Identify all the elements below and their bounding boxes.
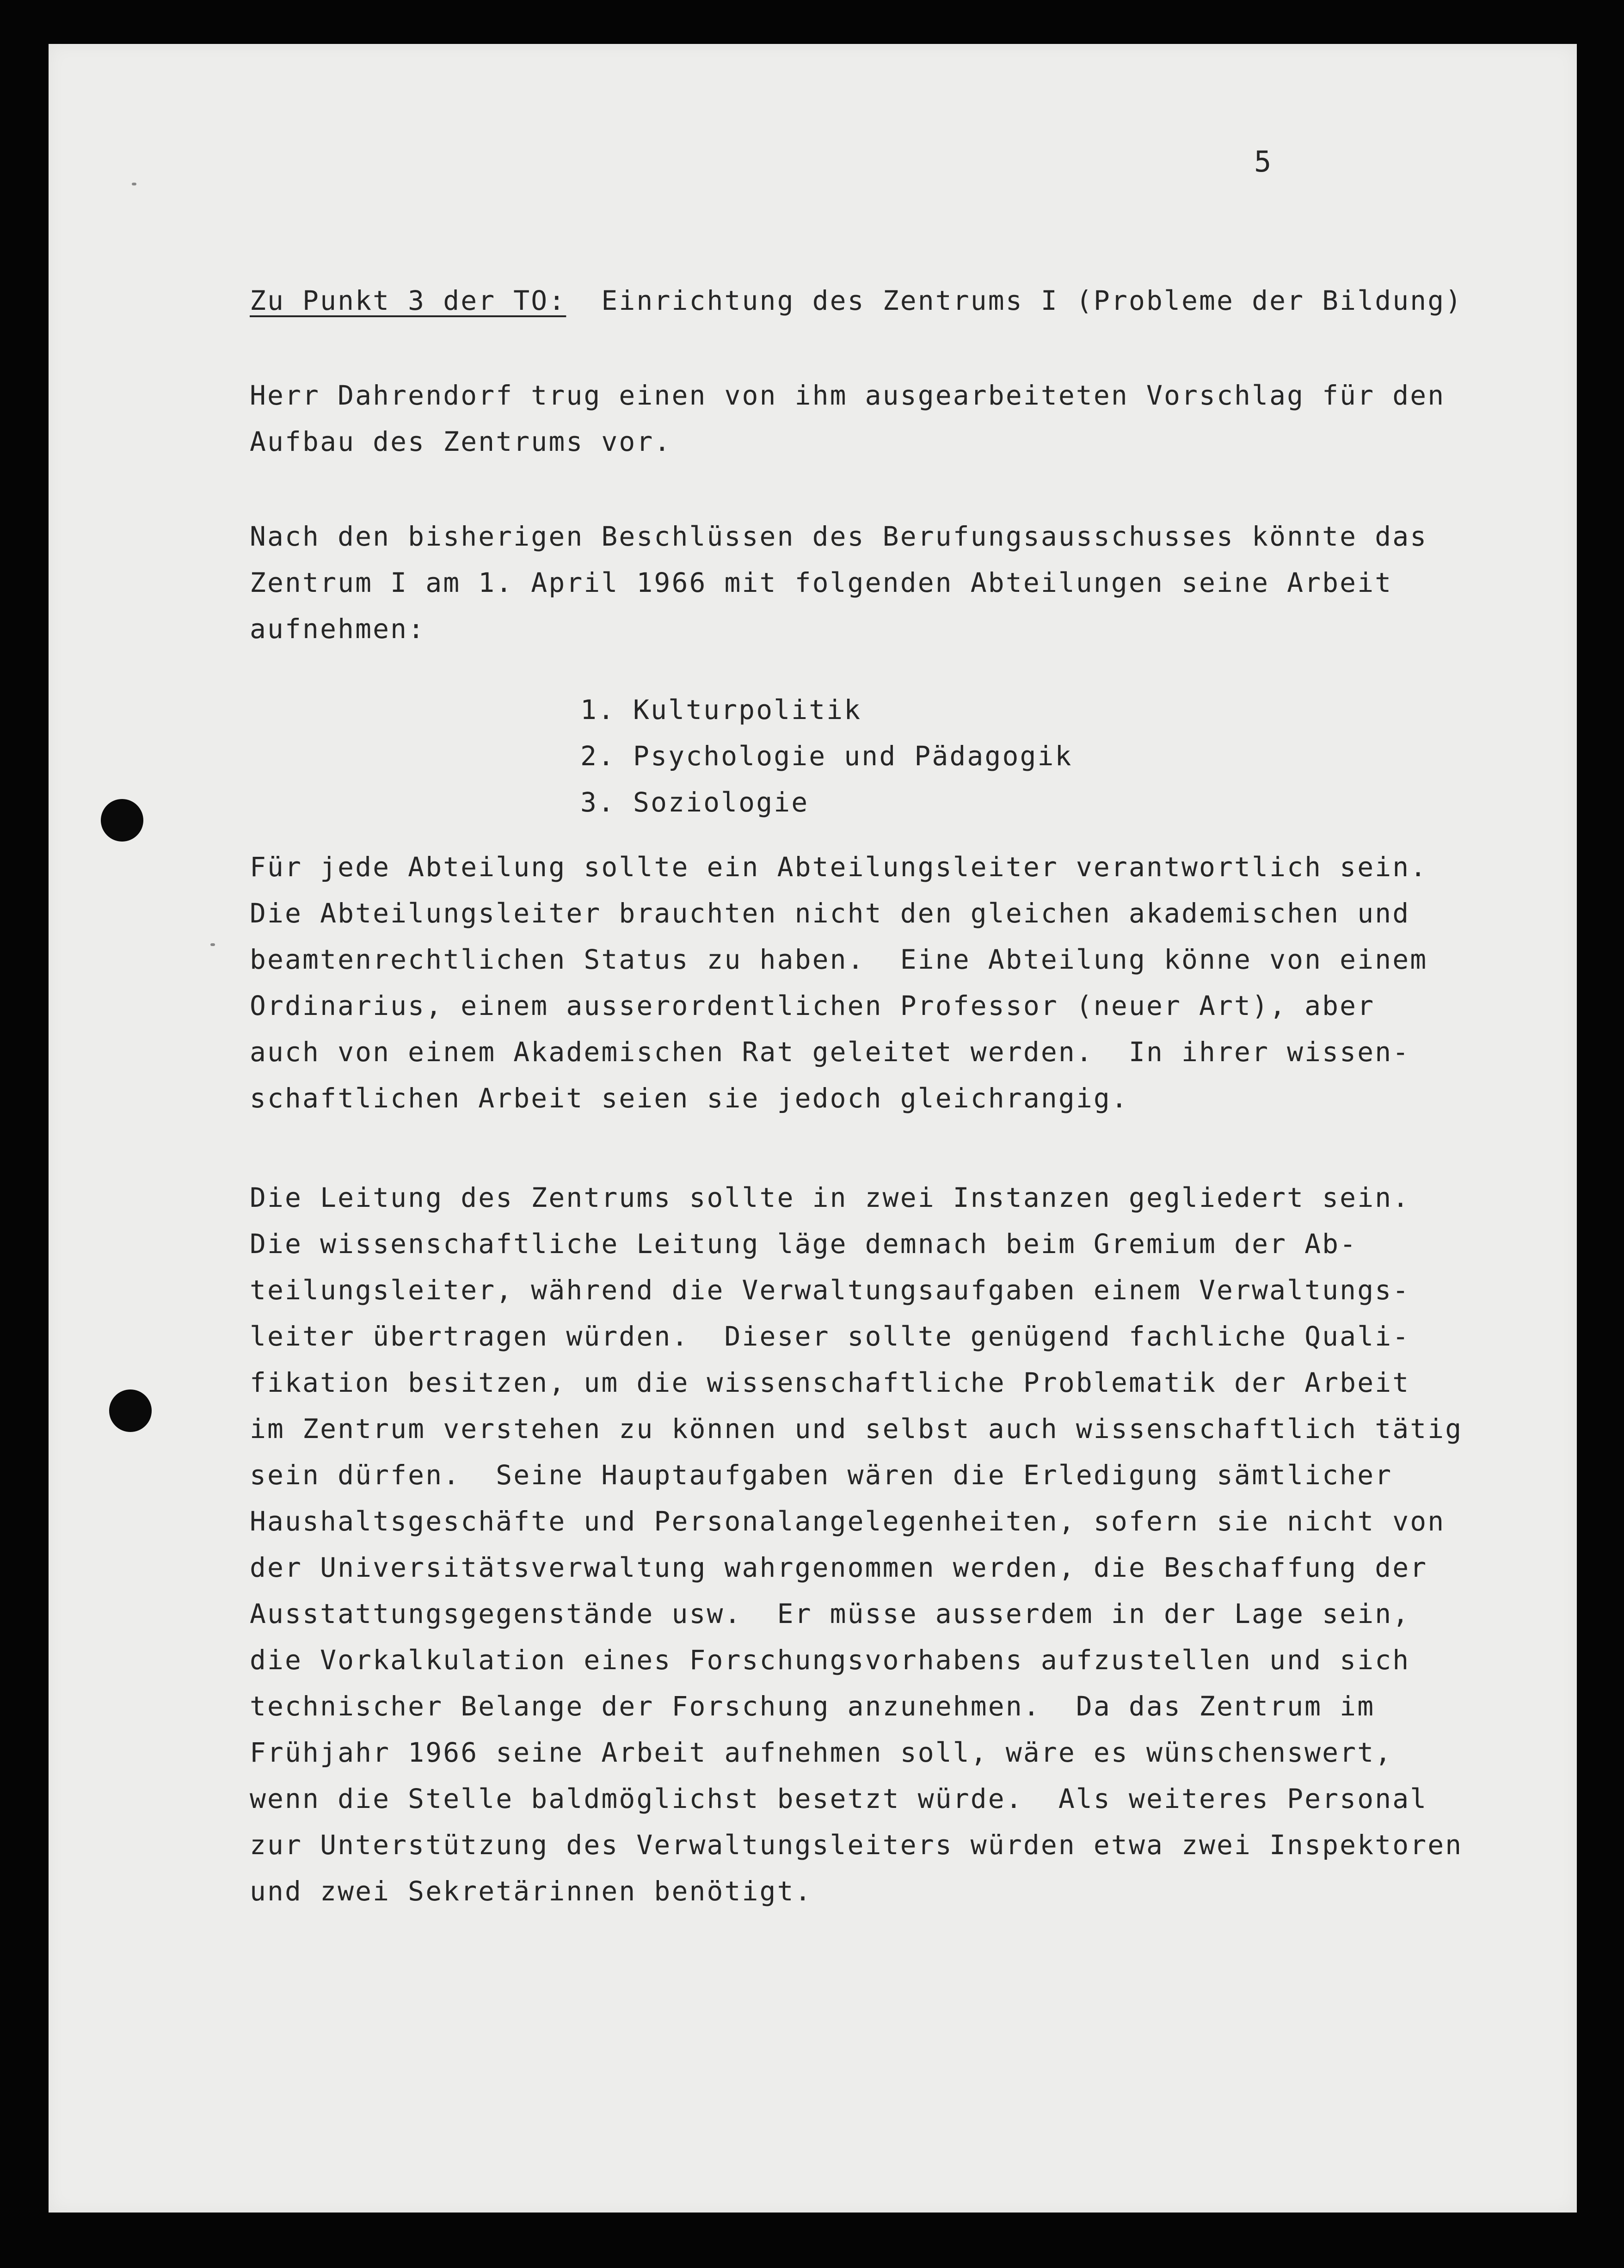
paragraph-intro [250,372,1445,465]
text-line: der Universitätsverwaltung wahrgenommen werden, die Beschaffung der [250,1552,1428,1583]
list-item: 3. Soziologie [580,787,809,818]
punch-hole-top [101,799,143,842]
text-line: Die wissenschaftliche Leitung läge demnach beim Gremium der Ab- [250,1228,1358,1260]
section-title: Einrichtung des Zentrums I (Probleme der Bildung) [601,285,1463,316]
text-line: Die Leitung des Zentrums sollte in zwei Instanzen gegliedert sein. [250,1182,1410,1213]
paragraph-decisions [250,513,1427,652]
list-item: 2. Psychologie und Pädagogik [580,740,1073,772]
paper-speck [210,943,215,946]
text-line: leiter übertragen würden. Dieser sollte genügend fachliche Quali- [250,1321,1410,1352]
text-line: Aufbau des Zentrums vor. [250,426,672,457]
punch-hole-bottom [109,1389,152,1432]
paragraph-department-heads [250,844,1427,1121]
text-line: wenn die Stelle baldmöglichst besetzt würde. Als weiteres Personal [250,1783,1428,1814]
text-line: aufnehmen: [250,613,426,645]
text-line: auch von einem Akademischen Rat geleitet werden. In ihrer wissen- [250,1036,1410,1068]
text-line: Frühjahr 1966 seine Arbeit aufnehmen soll, wäre es wünschenswert, [250,1737,1393,1768]
text-line: teilungsleiter, während die Verwaltungsaufgaben einem Verwaltungs- [250,1274,1410,1306]
text-line: Für jede Abteilung sollte ein Abteilungsleiter verantwortlich sein. [250,851,1428,883]
text-line: die Vorkalkulation eines Forschungsvorhabens aufzustellen und sich [250,1644,1410,1676]
text-line: Nach den bisherigen Beschlüssen des Berufungsausschusses könnte das [250,521,1428,552]
text-line: fikation besitzen, um die wissenschaftliche Problematik der Arbeit [250,1367,1410,1398]
text-line: beamtenrechtlichen Status zu haben. Eine Abteilung könne von einem [250,944,1428,975]
text-line: Herr Dahrendorf trug einen von ihm ausgearbeiteten Vorschlag für den [250,380,1446,411]
text-line: schaftlichen Arbeit seien sie jedoch gleichrangig. [250,1082,1129,1114]
page-number: 5 [1254,145,1273,178]
paragraph-management [250,1174,1463,1914]
text-line: Die Abteilungsleiter brauchten nicht den gleichen akademischen und [250,897,1410,929]
text-line: technischer Belange der Forschung anzunehmen. Da das Zentrum im [250,1690,1375,1722]
department-list [580,687,1073,825]
text-line: Haushaltsgeschäfte und Personalangelegenheiten, sofern sie nicht von [250,1506,1446,1537]
text-line: sein dürfen. Seine Hauptaufgaben wären die Erledigung sämtlicher [250,1459,1393,1491]
text-line: Ausstattungsgegenstände usw. Er müsse ausserdem in der Lage sein, [250,1598,1410,1629]
list-item: 1. Kulturpolitik [580,694,862,725]
text-line: zur Unterstützung des Verwaltungsleiters würden etwa zwei Inspektoren [250,1829,1463,1861]
paper-speck [132,183,136,185]
agenda-item-label: Zu Punkt 3 der TO: [250,285,566,316]
text-line: Zentrum I am 1. April 1966 mit folgenden Abteilungen seine Arbeit [250,567,1393,598]
text-line: und zwei Sekretärinnen benötigt. [250,1875,812,1907]
text-line: Ordinarius, einem ausserordentlichen Professor (neuer Art), aber [250,990,1375,1021]
section-heading [250,277,1463,324]
text-line: im Zentrum verstehen zu können und selbst auch wissenschaftlich tätig [250,1413,1463,1444]
